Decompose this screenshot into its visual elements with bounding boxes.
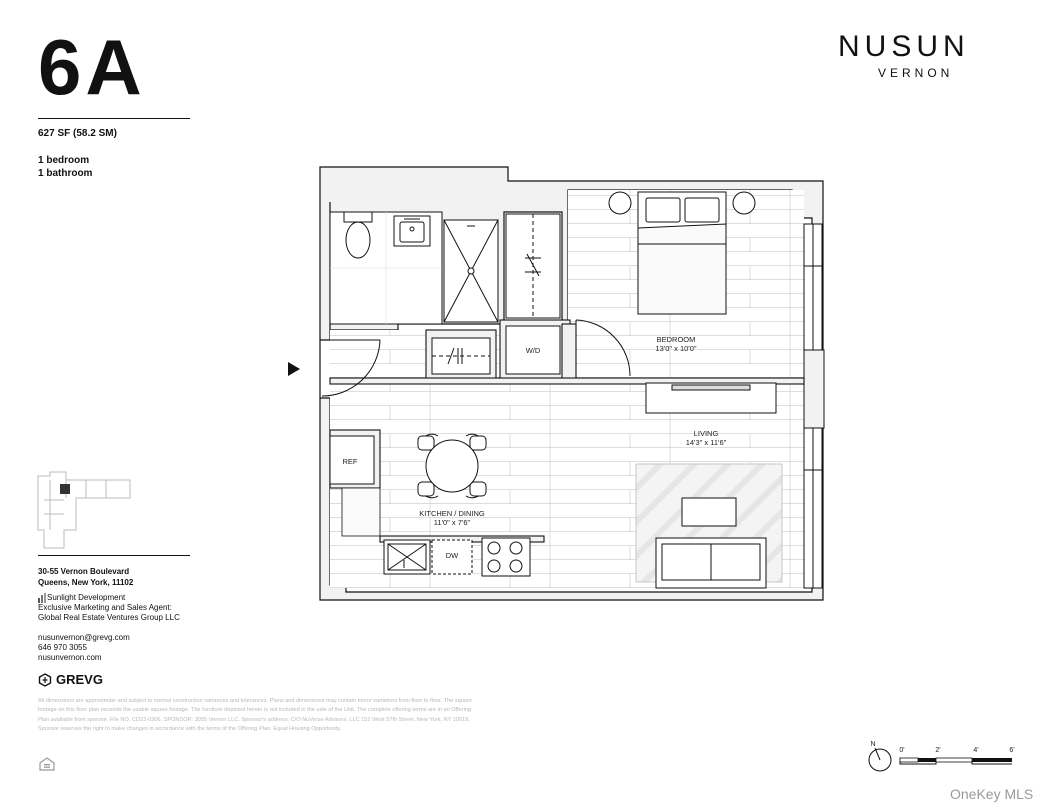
hall-closet — [432, 338, 490, 374]
bedroom-name: BEDROOM — [656, 335, 696, 344]
living-name: LIVING — [693, 429, 719, 438]
watermark: OneKey MLS — [950, 786, 1034, 802]
scale-label-0: 0' — [899, 747, 905, 754]
bath-closet — [506, 214, 560, 318]
bathroom-sink — [394, 216, 430, 246]
contact-website[interactable]: nusunvernon.com — [38, 653, 102, 662]
brand-subtitle: VERNON — [878, 66, 954, 80]
coffee-table — [682, 498, 736, 526]
unit-title: 6A — [38, 23, 146, 111]
shower — [444, 220, 498, 322]
refrigerator-label: REF — [342, 457, 358, 466]
bedroom-dimensions: 13'0" x 10'0" — [655, 344, 697, 353]
refrigerator — [330, 436, 374, 484]
compass-north-label: N — [870, 741, 876, 748]
scale-label-4: 4' — [973, 747, 979, 754]
dishwasher-label: DW — [445, 551, 459, 560]
kitchen-dimensions: 11'0" x 7'6" — [433, 518, 471, 527]
agent-logo-text: GREVG — [56, 672, 103, 687]
address-line-2: Queens, New York, 11102 — [38, 578, 134, 587]
living-dimensions: 14'3" x 11'6" — [685, 438, 727, 447]
developer-name: Sunlight Development — [47, 593, 126, 602]
bedroom-count: 1 bedroom — [38, 155, 90, 166]
washer-dryer — [506, 326, 560, 374]
nightstand-left — [609, 192, 631, 214]
legal-disclaimer: All dimensions are approximate and subject to normal construction variances and tolerances. Plans and dimensions may contain minor variations from floor to floor. The square footage on this floor plan exceeds the usable square footage. The furniture depicted herein is not included in the sale of the Unit. The complete offering terms are in an Offering Plan available from sponsor. File NO. CD23-0306. SPONSOR: 3055 Vernon LLC. Sponsor's address: C/O NuVerse Advisors, LLC 152 West 57th Street, New York, NY 10019. Sponsor reserves the right to make changes in accordance with the terms of the Offering Plan. Equal Housing Opportunity. — [38, 698, 472, 733]
media-console — [646, 383, 776, 413]
scale-label-6: 6' — [1009, 747, 1015, 754]
entry-arrow-icon — [288, 362, 300, 376]
contact-email[interactable]: nusunvernon@grevg.com — [38, 633, 130, 642]
washer-dryer-label: W/D — [525, 346, 541, 355]
pantry-counter — [342, 488, 380, 536]
brand-logo: NUSUN — [838, 30, 970, 63]
bathroom-count: 1 bathroom — [38, 168, 93, 179]
toilet — [344, 212, 372, 258]
scale-label-2: 2' — [935, 747, 941, 754]
nightstand-right — [733, 192, 755, 214]
scale-bar — [899, 747, 1014, 764]
agent-line-2: Global Real Estate Ventures Group LLC — [38, 613, 180, 622]
dishwasher — [432, 540, 472, 574]
kitchen-sink — [384, 540, 430, 574]
cooktop — [482, 538, 530, 576]
address-line-1: 30-55 Vernon Boulevard — [38, 567, 130, 576]
compass-icon — [869, 741, 891, 771]
sofa — [656, 538, 766, 588]
bed — [638, 192, 726, 314]
unit-area: 627 SF (58.2 SM) — [38, 128, 117, 139]
kitchen-name: KITCHEN / DINING — [419, 509, 485, 518]
agent-line-1: Exclusive Marketing and Sales Agent: — [38, 603, 172, 612]
contact-phone[interactable]: 646 970 3055 — [38, 643, 87, 652]
dining-set — [418, 434, 486, 497]
